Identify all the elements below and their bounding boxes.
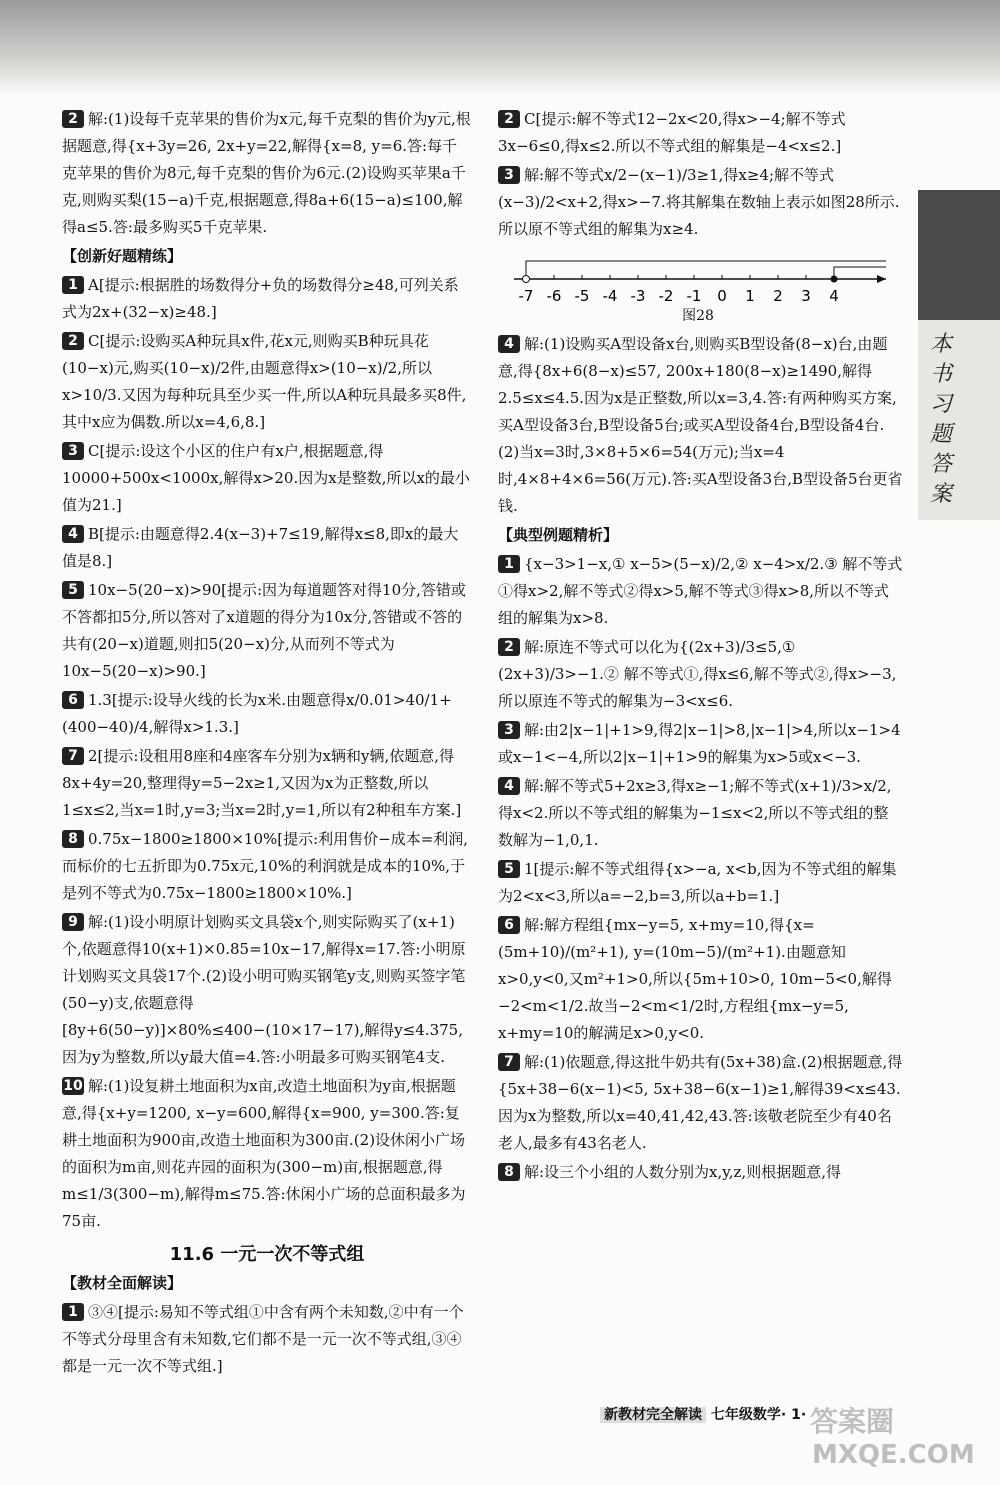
answer-number-badge: 6 [62,691,84,709]
answer-item [62,826,472,907]
side-title: 本书习题答案 [930,332,953,507]
answer-number-badge: 2 [498,638,520,656]
answer-text: 解:解不等式5+2x≥3,得x≥−1;解不等式(x+1)/3>x/2,得x<2.所以不等式组的解集为−1≤x<2,所以不等式组的整数解为−1,0,1. [498,777,892,849]
answer-item [498,912,903,1047]
answer-text: 解:由2|x−1|+1>9,得2|x−1|>8,|x−1|>4,所以x−1>4或x−1<−4,所以2|x−1|+1>9的解集为x>5或x<−3. [498,721,901,766]
answer-number-badge: 2 [498,110,520,128]
answer-number-badge: 3 [498,166,520,184]
tick-label: -6 [546,287,562,305]
number-line-figure [498,249,903,327]
answer-number-badge: 5 [62,581,84,599]
scan-top-shadow [0,0,1000,95]
answer-number-badge: 1 [62,1303,84,1321]
answer-item [498,1049,903,1157]
answer-number-badge: 4 [498,335,520,353]
answer-item [62,1073,472,1235]
answer-number-badge: 4 [498,777,520,795]
answer-item [62,687,472,741]
watermark-url: MXQE.COM [812,1440,975,1470]
section-heading: 【典型例题精析】 [498,526,619,544]
answer-number-badge: 10 [63,1078,83,1094]
tick-label: 3 [801,287,811,305]
answer-item [62,272,472,326]
answer-text: A[提示:根据胜的场数得分+负的场数得分≥48,可列关系式为2x+(32−x)≥48.] [62,276,459,321]
answer-item [498,551,903,632]
answer-text: 1[提示:解不等式组得{x>−a, x<b,因为不等式组的解集为2<x<3,所以a=−2,b=3,所以a+b=1.] [498,860,897,905]
answer-item [498,856,903,910]
answer-item [62,521,472,575]
answer-text: C[提示:设购买A种玩具x件,花x元,则购买B种玩具花(10−x)元,购买(10−x)/2件,由题意得x>(10−x)/2,所以x>10/3.又因为每种玩具至少买一件,所以A种玩具最多买8件,其中x应为偶数.所以x=4,6,8.] [62,332,467,431]
answer-item [62,909,472,1071]
answer-text: 1.3[提示:设导火线的长为x米.由题意得x/0.01>40/1+(400−40)/4,解得x>1.3.] [62,691,452,736]
answer-text: {x−3>1−x,① x−5>(5−x)/2,② x−4>x/2.③ 解不等式①得x>2,解不等式②得x>5,解不等式③得x>8,所以不等式组的解集为x>8. [498,555,903,627]
tick-label: -1 [686,287,702,305]
open-point [523,276,530,283]
tick-label: -2 [658,287,674,305]
tick-label: 4 [829,287,839,305]
section-heading: 【创新好题精练】 [62,247,183,265]
answer-text: B[提示:由题意得2.4(x−3)+7≤19,解得x≤8,即x的最大值是8.] [62,525,459,570]
left-column [62,106,472,1382]
axis-arrow [877,275,886,283]
figure-caption: 图28 [682,308,714,324]
tick-label: 1 [745,287,755,305]
footer-grade: 七年级数学· [710,1407,787,1423]
answer-item [498,717,903,771]
answer-text: 2[提示:设租用8座和4座客车分别为x辆和y辆,依题意,得8x+4y=20,整理得y=5−2x≥1,又因为x为正整数,所以1≤x≤2,当x=1时,y=3;当x=2时,y=1,所以有2种租车方案.] [62,747,462,819]
answer-number-badge: 7 [498,1053,520,1071]
answer-number-badge: 1 [62,276,84,294]
answer-text: 解:(1)设小明原计划购买文具袋x个,则实际购买了(x+1)个,依题意得10(x+1)×0.85=10x−17,解得x=17.答:小明原计划购买文具袋17个.(2)设小明可购买钢笔y支,则购买签字笔(50−y)支,依题意得[8y+6(50−y)]×80%≤400−(10×17−17),解得y≤4.375,因为y为整数,所以y最大值=4.答:小明最多可购买钢笔4支. [62,913,466,1066]
answer-item [498,331,903,520]
answer-number-badge: 3 [498,721,520,739]
answer-number-badge: 9 [62,913,84,931]
answer-number-badge: 5 [498,860,520,878]
footer-page-number: 1· [791,1407,807,1423]
tick-label: -5 [574,287,590,305]
answer-item [498,634,903,715]
chapter-title: 11.6 一元一次不等式组 [169,1244,365,1265]
answer-item [62,106,472,241]
closed-point [831,276,838,283]
tick-label: 2 [773,287,783,305]
answer-item [498,106,903,160]
answer-number-badge: 6 [498,916,520,934]
answer-text: 10x−5(20−x)>90[提示:因为每道题答对得10分,答错或不答都扣5分,所以答对了x道题的得分为10x分,答错或不答的共有(20−x)道题,则扣5(20−x)分,从而列不等式为10x−5(20−x)>90.] [62,581,466,680]
answer-number-badge: 7 [62,747,84,765]
answer-number-badge: 8 [62,830,84,848]
answer-text: 解:原连不等式可以化为{(2x+3)/3≤5,① (2x+3)/3>−1.② 解不等式①,得x≤6,解不等式②,得x>−3,所以原连不等式的解集为−3<x≤6. [498,638,897,710]
tick-label: -7 [518,287,534,305]
answer-text: C[提示:解不等式12−2x<20,得x>−4;解不等式3x−6≤0,得x≤2.所以不等式组的解集是−4<x≤2.] [498,110,846,155]
tick-label: -3 [630,287,646,305]
answer-number-badge: 4 [62,525,84,543]
section-heading: 【教材全面解读】 [62,1274,183,1292]
answer-text: ③④[提示:易知不等式组①中含有两个未知数,②中有一个不等式分母里含有未知数,它们都不是一元一次不等式组,③④都是一元一次不等式组.] [62,1303,464,1375]
answer-text: 解:(1)依题意,得这批牛奶共有(5x+38)盒.(2)根据题意,得{5x+38−6(x−1)<5, 5x+38−6(x−1)≥1,解得39<x≤43.因为x为整数,所以x=40,41,42,43.答:该敬老院至少有40名老人,最多有43名老人. [498,1053,903,1152]
answer-item [62,1299,472,1380]
answer-number-badge: 8 [498,1163,520,1181]
watermark-logo: 答案圈 [810,1405,895,1438]
tick-label: -4 [602,287,618,305]
answer-number-badge: 1 [498,555,520,573]
answer-item [62,438,472,519]
side-tab-dark [918,190,1000,320]
answer-item [62,743,472,824]
answer-text: 解:解不等式x/2−(x−1)/3≥1,得x≥4;解不等式(x−3)/2<x+2,得x>−7.将其解集在数轴上表示如图28所示.所以原不等式组的解集为x≥4. [498,166,900,238]
answer-number-badge: 3 [62,442,84,460]
answer-text: 解:设三个小组的人数分别为x,y,z,则根据题意,得 [524,1163,841,1181]
answer-text: 0.75x−1800≥1800×10%[提示:利用售价−成本=利润,而标价的七五折即为0.75x元,10%的利润就是成本的10%,于是列不等式为0.75x−1800≥1800×10%.] [62,830,469,902]
answer-text: 解:(1)设购买A型设备x台,则购买B型设备(8−x)台,由题意,得{8x+6(8−x)≤57, 200x+180(8−x)≥1490,解得2.5≤x≤4.5.因为x是正整数,所以x=3,4.答:有两种购买方案,买A型设备3台,B型设备5台;或买A型设备4台,B型设备4台.(2)当x=3时,3×8+5×6=54(万元);当x=4时,4×8+4×6=56(万元).答:买A型设备3台,B型设备5台更省钱. [498,335,903,515]
answer-number-badge: 2 [62,332,84,350]
right-column [498,106,903,1188]
answer-item [62,328,472,436]
answer-text: C[提示:设这个小区的住户有x户,根据题意,得10000+500x<1000x,解得x>20.因为x是整数,所以x的最小值为21.] [62,442,470,514]
answer-text: 解:(1)设复耕土地面积为x亩,改造土地面积为y亩,根据题意,得{x+y=1200, x−y=600,解得{x=900, y=300.答:复耕土地面积为900亩,改造土地面积为300亩.(2)设休闲小广场的面积为m亩,则花卉园的面积为(300−m)亩,根据题意,得m≤1/3(300−m),解得m≤75.答:休闲小广场的总面积最多为75亩. [62,1077,466,1230]
tick-label: 0 [717,287,727,305]
answer-text: 解:解方程组{mx−y=5, x+my=10,得{x=(5m+10)/(m²+1), y=(10m−5)/(m²+1).由题意知x>0,y<0,又m²+1>0,所以{5m+10>0, 10m−5<0,解得−2<m<1/2.故当−2<m<1/2时,方程组{mx−y=5, x+my=10的解满足x>0,y<0. [498,916,892,1042]
number-line-svg [498,249,898,307]
answer-item [498,1159,903,1186]
answer-item [498,773,903,854]
answer-text: 解:(1)设每千克苹果的售价为x元,每千克梨的售价为y元,根据题意,得{x+3y=26, 2x+y=22,解得{x=8, y=6.答:每千克苹果的售价为8元,每千克梨的售价为6元.(2)设购买苹果a千克,则购买梨(15−a)千克,根据题意,得8a+6(15−a)≤100,解得a≤5.答:最多购买5千克苹果. [62,110,471,236]
footer-book-title: 新教材完全解读 [600,1407,706,1423]
answer-item [498,162,903,243]
answer-number-badge: 2 [62,110,84,128]
answer-item [62,577,472,685]
